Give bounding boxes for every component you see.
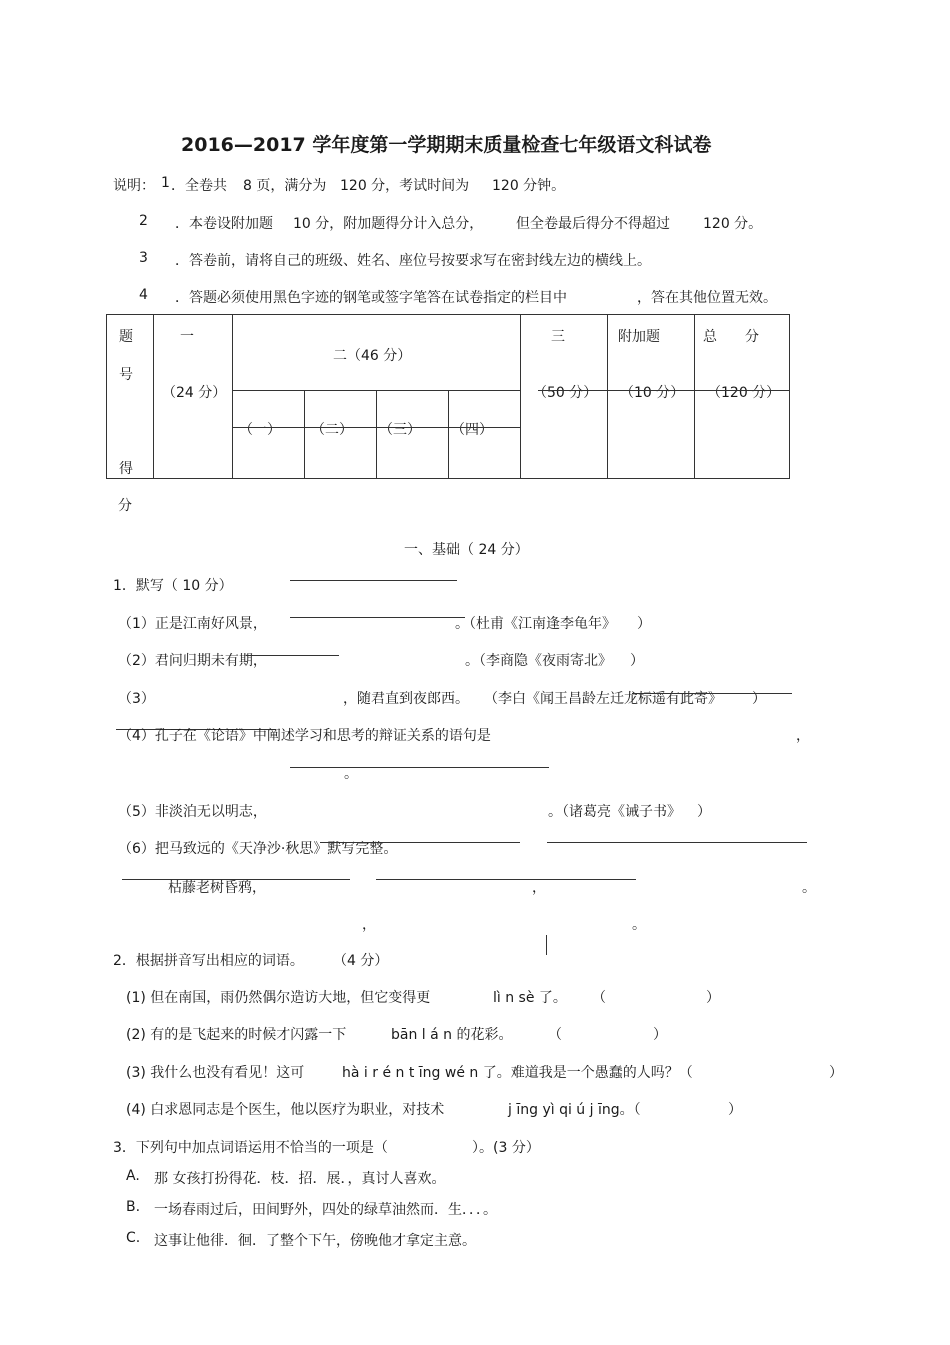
q2-heading: 2．根据拼音写出相应的词语。	[113, 953, 304, 969]
instruction-2-text-c: 但全卷最后得分不得超过	[516, 216, 670, 232]
instruction-2-text-a: ．本卷设附加题	[175, 216, 273, 232]
instruction-1-text-d: 120 分钟。	[492, 178, 566, 194]
q2-item1-text: (1) 但在南国，雨仍然偶尔造访大地，但它变得更	[126, 990, 431, 1006]
answer-line[interactable]	[632, 693, 792, 694]
table-col-4-label: 附加题	[618, 329, 660, 345]
q1-part5-a: （5）非淡泊无以明志，	[118, 804, 267, 820]
table-col-1	[154, 315, 233, 479]
table-col-3-label: 三	[551, 329, 565, 345]
q2-item3-pinyin: hà i r é n t īng wé n 了。难道我是一个愚蠢的人吗？（	[342, 1065, 693, 1081]
q3-option-a-text: 那 女孩打扮得花．枝．招．展．，真讨人喜欢。	[154, 1171, 446, 1187]
q3-points: ）。(3 分）	[472, 1140, 540, 1156]
answer-line[interactable]	[290, 767, 549, 768]
table-label-de: 得	[119, 461, 133, 477]
table-label-hao: 号	[119, 367, 133, 383]
table-sub-1-label: （一）	[239, 422, 281, 438]
q1-part6-e: ，	[362, 917, 376, 933]
q1-part4-b: ，	[796, 728, 810, 744]
q2-item4-pinyin: j īng yì qi ú j īng。（	[508, 1102, 641, 1118]
table-col-4	[608, 315, 695, 479]
q2-item3-paren-right: ）	[829, 1065, 843, 1081]
q3-heading: 3．下列句中加点词语运用不恰当的一项是（	[113, 1140, 388, 1156]
table-sub-1	[233, 391, 305, 479]
q2-item4-paren-right: ）	[728, 1102, 742, 1118]
q1-part2-c: ）	[630, 653, 644, 669]
table-sub-2-label: （二）	[311, 422, 353, 438]
q2-item1-paren-left: （	[592, 990, 606, 1006]
instruction-2-text-b: 10 分，附加题得分计入总分，	[293, 216, 484, 232]
q2-points: （4 分）	[333, 953, 389, 969]
q2-item1-paren-right: ）	[706, 990, 720, 1006]
q2-item1-pinyin: lì n sè 了。	[493, 990, 567, 1006]
q1-part3-a: （3）	[118, 691, 155, 707]
q2-item2-text: (2) 有的是飞起来的时候才闪露一下	[126, 1027, 347, 1043]
q2-item3-text: (3) 我什么也没有看见！这可	[126, 1065, 305, 1081]
answer-line[interactable]	[290, 580, 457, 581]
q1-part6-d: 。	[802, 880, 816, 896]
instruction-4-text-b: ，答在其他位置无效。	[637, 290, 777, 306]
q1-part6-c: ，	[532, 880, 546, 896]
instruction-3-text-a: ．答卷前，请将自己的班级、姓名、座位号按要求写在密封线左边的横线上。	[175, 253, 651, 269]
instructions-prefix: 说明：	[113, 178, 155, 194]
q3-option-a-letter: A.	[126, 1168, 140, 1184]
instruction-1-text-a: ．全卷共	[171, 178, 227, 194]
table-col-5	[695, 315, 790, 479]
q1-part2-b: 。（李商隐《夜雨寄北》	[465, 653, 612, 669]
q1-part2-a: （2）君问归期未有期，	[118, 653, 267, 669]
q1-part3-d: ）	[752, 691, 766, 707]
q2-item2-pinyin: bān l á n 的花彩。	[391, 1027, 513, 1043]
table-col-3-points: （50 分）	[533, 385, 598, 401]
instruction-1-num: 1	[161, 175, 170, 191]
answer-line[interactable]	[547, 842, 807, 843]
table-points-line	[538, 390, 790, 391]
table-col-5-points: （120 分）	[707, 385, 781, 401]
answer-line[interactable]	[320, 842, 520, 843]
answer-line[interactable]	[376, 879, 636, 880]
instruction-2-num: 2	[139, 213, 148, 229]
q1-part4-c: 。	[344, 766, 358, 782]
q2-item4-text: (4) 白求恩同志是个医生，他以医疗为职业，对技术	[126, 1102, 445, 1118]
table-col-3	[521, 315, 608, 479]
q3-option-c-letter: C.	[126, 1230, 141, 1246]
table-sub-2	[305, 391, 377, 479]
q1-heading: 1．默写（ 10 分）	[113, 578, 233, 594]
q1-part5-c: ）	[697, 804, 711, 820]
q1-part3-b: ，随君直到夜郎西。	[343, 691, 469, 707]
table-sub-3-label: （三）	[379, 422, 421, 438]
section-1-heading: 一、基础（ 24 分）	[404, 542, 529, 558]
q2-item2-paren-left: （	[548, 1027, 562, 1043]
instruction-1-text-b: 8 页，满分为	[243, 178, 327, 194]
q1-part6-a: （6）把马致远的《天净沙·秋思》默写完整。	[118, 841, 398, 857]
q1-part6-f: 。	[632, 917, 646, 933]
q1-part5-b: 。（诸葛亮《诫子书》	[548, 804, 681, 820]
q3-option-c-text: 这事让他徘．徊．了整个下午，傍晚他才拿定主意。	[154, 1233, 476, 1249]
table-label-fen: 分	[118, 498, 132, 514]
q3-option-b-letter: B.	[126, 1199, 141, 1215]
table-col-2	[233, 315, 521, 391]
table-col-1-label: 一	[180, 329, 194, 345]
table-sub-3	[377, 391, 449, 479]
q1-part1-b: 。（杜甫《江南逢李龟年》	[455, 616, 616, 632]
table-col-1-points: （24 分）	[162, 385, 227, 401]
q1-part1-a: （1）正是江南好风景，	[118, 616, 267, 632]
table-sub-4	[449, 391, 521, 479]
q1-part6-b: 枯藤老树昏鸦，	[168, 880, 266, 896]
q2-item2-paren-right: ）	[653, 1027, 667, 1043]
table-col-5-label: 总 分	[703, 329, 759, 345]
table-col-2-label: 二（46 分）	[333, 348, 412, 364]
table-col-4-points: （10 分）	[620, 385, 685, 401]
instruction-1-text-c: 120 分，考试时间为	[340, 178, 470, 194]
table-header-cell	[107, 315, 154, 479]
answer-line[interactable]	[246, 655, 339, 656]
table-label-ti: 题	[119, 329, 133, 345]
table-subdivider-line	[233, 427, 520, 428]
table-sub-4-label: （四）	[451, 422, 493, 438]
instruction-2-text-d: 120 分。	[703, 216, 763, 232]
score-table	[106, 314, 790, 479]
instruction-4-num: 4	[139, 287, 148, 303]
q3-option-b-text: 一场春雨过后，田间野外，四处的绿草油然而．生．．．。	[154, 1202, 497, 1218]
scan-mark	[546, 935, 547, 955]
q1-part3-c: （李白《闻王昌龄左迁龙标遥有此寄》	[484, 691, 722, 707]
instruction-3-num: 3	[139, 250, 148, 266]
q1-part1-c: ）	[637, 616, 651, 632]
instruction-4-text-a: ．答题必须使用黑色字迹的钢笔或签字笔答在试卷指定的栏目中	[175, 290, 567, 306]
page-title: 2016—2017 学年度第一学期期末质量检查七年级语文科试卷	[181, 134, 712, 156]
q1-part4-a: （4）孔子在《论语》中阐述学习和思考的辩证关系的语句是	[118, 728, 491, 744]
answer-line[interactable]	[290, 617, 465, 618]
